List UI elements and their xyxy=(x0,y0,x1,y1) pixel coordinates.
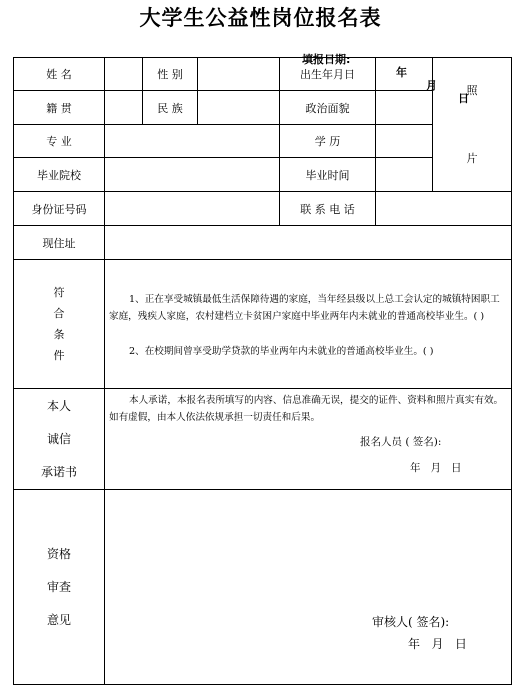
review-label xyxy=(14,490,105,685)
pledge-label-2: 诚信 xyxy=(46,431,71,446)
photo-box[interactable] xyxy=(433,58,511,192)
political-field[interactable] xyxy=(376,91,433,125)
id-field[interactable] xyxy=(105,192,280,226)
address-field[interactable] xyxy=(105,226,511,260)
native-label: 籍 贯 xyxy=(14,91,105,125)
phone-field[interactable] xyxy=(376,192,511,226)
education-label: 学 历 xyxy=(280,125,376,158)
gender-label: 性 别 xyxy=(143,58,198,91)
birth-field[interactable] xyxy=(376,58,433,91)
review-label-1: 资格 xyxy=(46,547,71,561)
signer-label: 报名人员 ( 签名): xyxy=(360,436,442,448)
pledge-date: 年 月 日 xyxy=(410,462,462,474)
name-label: 姓 名 xyxy=(14,58,105,91)
review-field[interactable] xyxy=(105,490,511,685)
fill-date-day: 日 xyxy=(458,92,469,105)
native-field[interactable] xyxy=(105,91,143,125)
photo-char-1: 照 xyxy=(466,83,478,97)
grad-time-label: 毕业时间 xyxy=(280,158,376,192)
education-field[interactable] xyxy=(376,125,433,158)
conditions-char-2: 合 xyxy=(53,307,65,320)
conditions-label xyxy=(14,260,105,389)
school-label: 毕业院校 xyxy=(14,158,105,192)
condition-2: 2、在校期间曾享受助学贷款的毕业两年内未就业的普通高校毕业生。( ) xyxy=(129,346,434,357)
name-field[interactable] xyxy=(105,58,143,91)
pledge-label-3: 承诺书 xyxy=(40,464,77,479)
pledge-label xyxy=(14,389,105,490)
fill-date-label: 填报日期: xyxy=(302,53,351,66)
id-label: 身份证号码 xyxy=(14,192,105,226)
major-label: 专 业 xyxy=(14,125,105,158)
school-field[interactable] xyxy=(105,158,280,192)
phone-label: 联 系 电 话 xyxy=(280,192,376,226)
gender-field[interactable] xyxy=(198,58,280,91)
conditions-char-3: 条 xyxy=(53,328,65,341)
review-label-2: 审查 xyxy=(46,580,71,594)
major-field[interactable] xyxy=(105,125,280,158)
fill-date-year: 年 xyxy=(396,66,407,79)
ethnicity-label: 民 族 xyxy=(143,91,198,125)
reviewer-label: 审核人( 签名): xyxy=(372,615,450,629)
address-label: 现住址 xyxy=(14,226,105,260)
ethnicity-field[interactable] xyxy=(198,91,280,125)
review-date: 年 月 日 xyxy=(408,637,467,651)
condition-1: 1、正在享受城镇最低生活保障待遇的家庭，当年经县级以上总工会认定的城镇特困职工家庭，残疾人家庭，农村建档立卡贫困户家庭中毕业两年内未就业的普通高校毕业生。( ) xyxy=(109,294,500,322)
form-title: 大学生公益性岗位报名表 xyxy=(139,6,382,30)
review-label-3: 意见 xyxy=(46,613,71,627)
photo-char-2: 片 xyxy=(466,151,478,165)
fill-date-month: 月 xyxy=(426,79,437,92)
birth-label: 出生年月日 xyxy=(280,58,376,91)
conditions-char-4: 件 xyxy=(53,349,65,362)
political-label: 政治面貌 xyxy=(280,91,376,125)
pledge-text: 本人承诺，本报名表所填写的内容、信息准确无误，提交的证件、资料和照片真实有效。如有虚假，由本人依法依规承担一切责任和后果。 xyxy=(109,395,504,423)
conditions-char-1: 符 xyxy=(53,286,65,299)
pledge-label-1: 本人 xyxy=(46,398,71,413)
grad-time-field[interactable] xyxy=(376,158,433,192)
